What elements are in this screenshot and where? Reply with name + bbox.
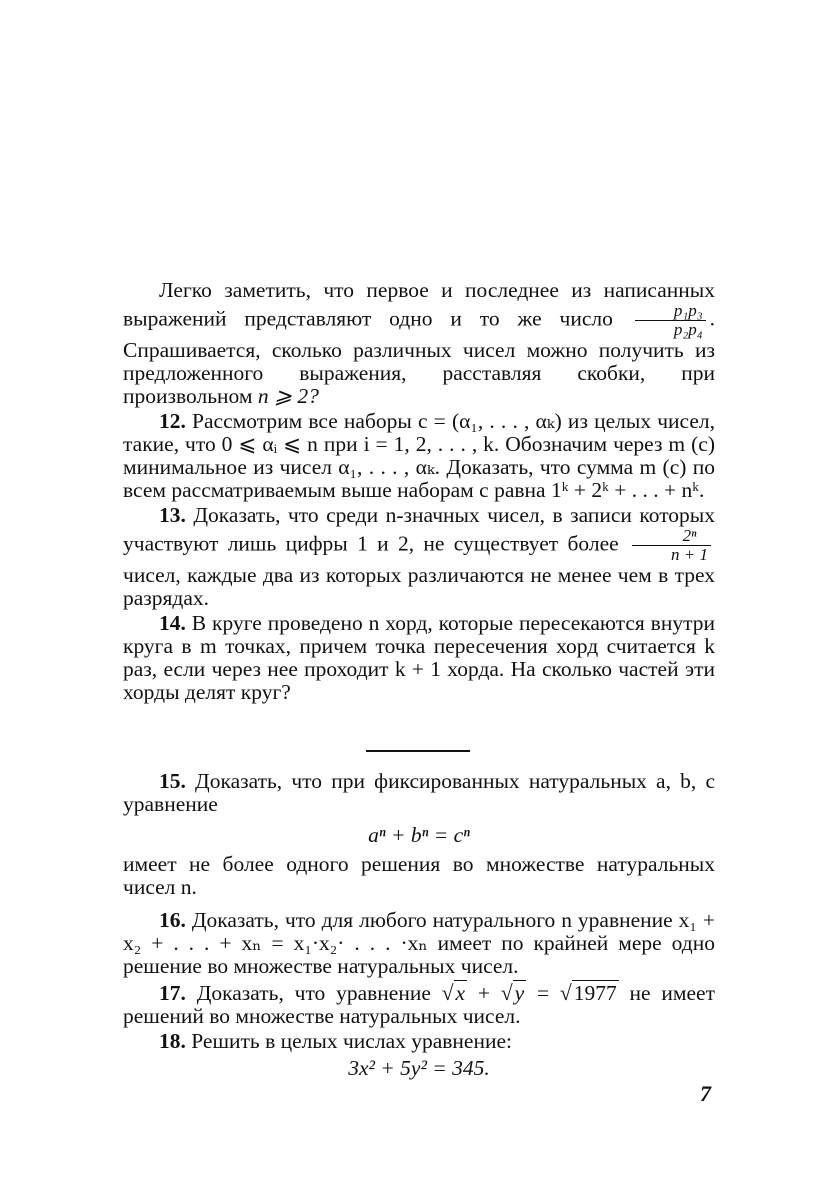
problem-12-text: Рассмотрим все наборы c = (α₁, . . . , αₖ) из целых чисел, такие, что 0 ⩽ αᵢ ⩽ n при i = 1, 2, . . . , k. Обозначим через m (c) минимальное из чисел α₁, . . . , αₖ. Доказать, что сумма m (c) по всем рассматриваемым выше наборам c равна 1ᵏ + 2ᵏ + . . . + nᵏ. xyxy=(123,409,715,502)
problem-18-number: 18. xyxy=(159,1029,186,1053)
problem-15-text-b: имеет не более одного решения во множестве натуральных чисел n. xyxy=(123,852,715,899)
fraction-numerator: 2ⁿ xyxy=(632,527,711,546)
problem-17 xyxy=(123,982,715,1028)
problem-11-tail xyxy=(123,279,715,408)
problem-15-number: 15. xyxy=(159,769,186,793)
problem-17-text-a: Доказать, что уравнение xyxy=(196,981,431,1005)
problem-13-text-a: Доказать, что среди n-значных чисел, в записи которых участвуют лишь цифры 1 и 2, не существует более xyxy=(123,503,715,556)
problem-11-condition: n ⩾ 2? xyxy=(257,384,319,408)
sqrt-equation: √x + √y = √1977 xyxy=(441,981,617,1005)
problem-18 xyxy=(123,1030,715,1053)
problem-13 xyxy=(123,504,715,610)
sentence-dot: . xyxy=(709,306,716,331)
sqrt-x: x xyxy=(455,981,466,1005)
fraction-numerator: p₁p₃ xyxy=(635,302,706,321)
problem-14 xyxy=(123,612,715,704)
fraction-2n-n1 xyxy=(632,527,711,564)
problem-16-number: 16. xyxy=(159,908,186,932)
problem-11-text-2: Спрашивается, сколько различных чисел можно получить из предложенного выражения, расставляя скобки, при произвольном xyxy=(123,338,715,408)
fraction-denominator: n + 1 xyxy=(671,545,709,564)
problems-15-18 xyxy=(123,770,715,1080)
problem-12-number: 12. xyxy=(159,409,186,433)
problem-15-formula: aⁿ + bⁿ = cⁿ xyxy=(368,823,470,847)
fraction-denominator: p₂p₄ xyxy=(673,320,703,339)
problem-13-number: 13. xyxy=(159,503,186,527)
problem-15-text-a: Доказать, что при фиксированных натуральных a, b, c уравнение xyxy=(123,769,715,816)
page-number: 7 xyxy=(700,1081,711,1106)
problem-16 xyxy=(123,909,715,978)
problem-17-number: 17. xyxy=(159,981,186,1005)
section-divider xyxy=(366,750,470,752)
sqrt-y: y xyxy=(514,981,525,1005)
problem-11-text-1: Легко заметить, что первое и последнее из написанных выражений представляют одно и то же число xyxy=(123,278,715,331)
problems-11-14 xyxy=(123,279,715,704)
problem-12 xyxy=(123,410,715,502)
problem-14-text: В круге проведено n хорд, которые пересекаются внутри круга в m точках, причем точка пересечения хорд считается k раз, если через нее проходит k + 1 хорда. На сколько частей эти хорды делят круг? xyxy=(123,611,715,704)
problem-17-text-b: не имеет решений во множестве натуральных чисел. xyxy=(123,981,715,1028)
sqrt-1977: 1977 xyxy=(573,981,617,1005)
problem-16-text: Доказать, что для любого натурального n уравнение x₁ + x₂ + . . . + xₙ = x₁·x₂· . . . ·xₙ имеет по крайней мере одно решение во множестве натуральных чисел. xyxy=(123,908,715,978)
problem-18-text: Решить в целых числах уравнение: xyxy=(191,1029,513,1053)
problem-18-formula: 3x² + 5y² = 345. xyxy=(348,1056,490,1080)
fraction-p1p3-p2p4 xyxy=(635,302,706,339)
problem-14-number: 14. xyxy=(159,611,186,635)
problem-13-text-b: чисел, каждые два из которых различаются не менее чем в трех разрядах. xyxy=(123,563,715,610)
problem-15 xyxy=(123,770,715,816)
